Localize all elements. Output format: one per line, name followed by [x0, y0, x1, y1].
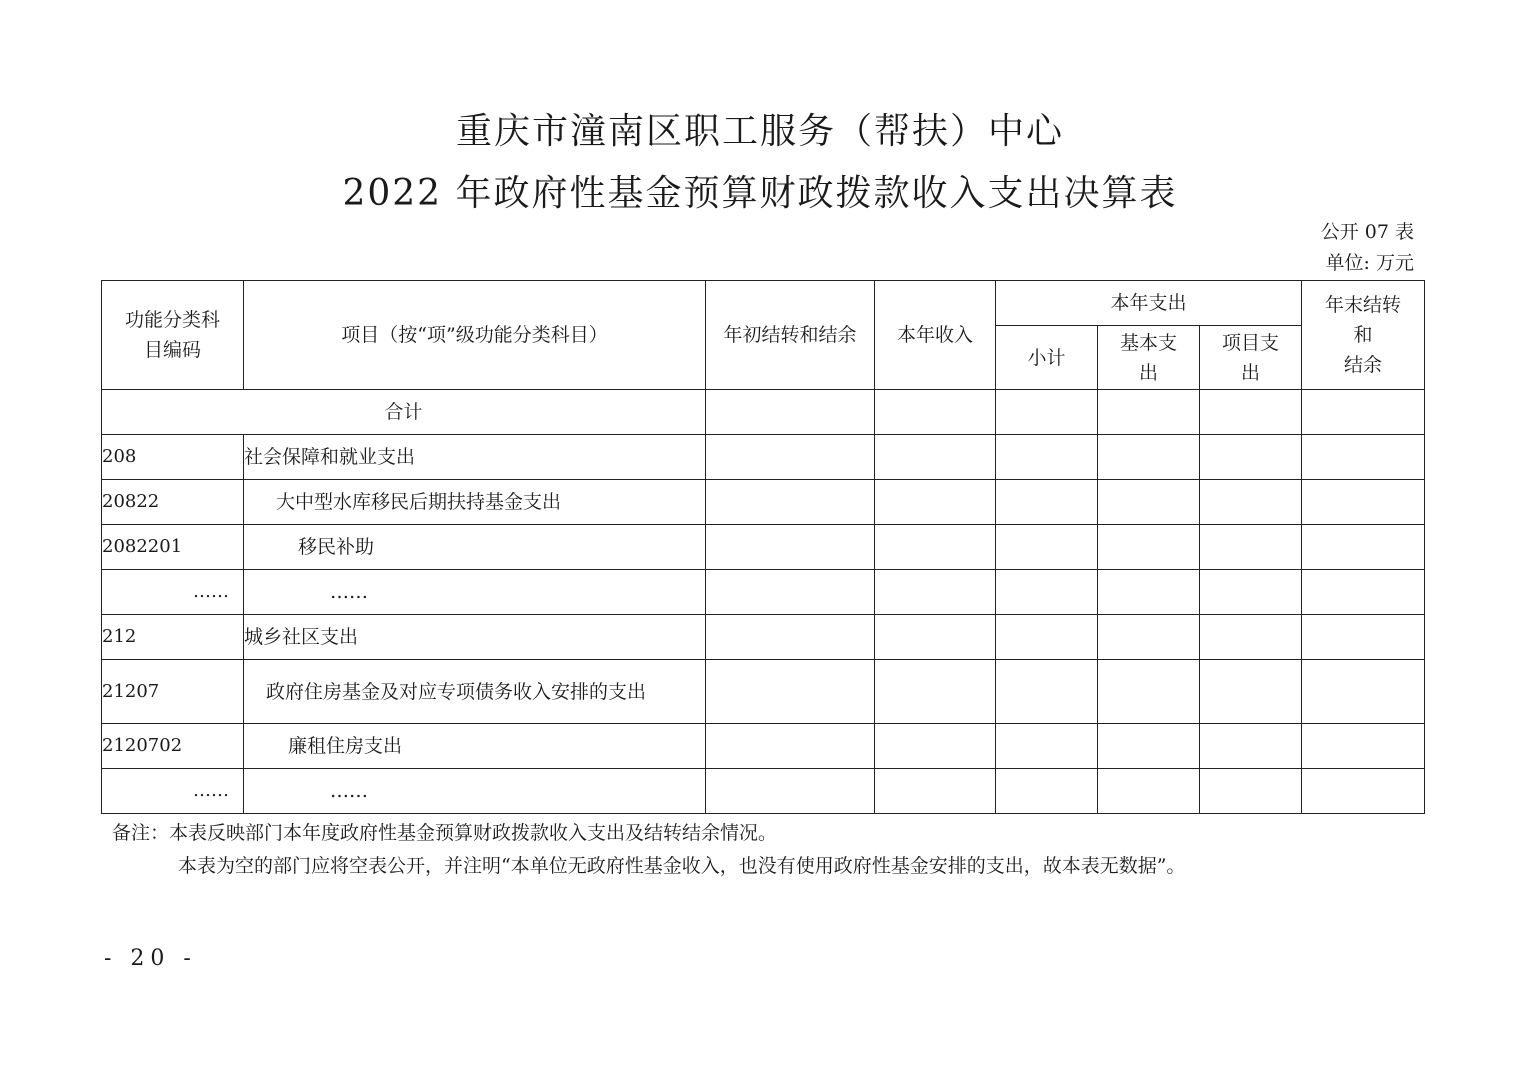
page-number: - 20 -: [104, 946, 197, 971]
cell-empty: [996, 435, 1098, 480]
row-name: 城乡社区支出: [244, 615, 706, 660]
cell-empty: [875, 480, 996, 525]
cell-empty: [706, 769, 875, 814]
cell-empty: [706, 724, 875, 769]
header-expenditure: 本年支出: [996, 281, 1302, 326]
cell-empty: [1098, 615, 1200, 660]
cell-empty: [1098, 390, 1200, 435]
row-code: 21207: [102, 660, 244, 724]
note-line-2: 本表为空的部门应将空表公开，并注明“本单位无政府性基金收入，也没有使用政府性基金安排的支出，故本表无数据”。: [178, 855, 1186, 877]
row-code: 208: [102, 435, 244, 480]
cell-empty: [875, 390, 996, 435]
cell-empty: [996, 390, 1098, 435]
cell-empty: [706, 570, 875, 615]
cell-empty: [1302, 724, 1425, 769]
cell-empty: [1200, 769, 1302, 814]
note-line-1: 备注：本表反映部门本年度政府性基金预算财政拨款收入支出及结转结余情况。: [112, 822, 778, 844]
cell-empty: [875, 769, 996, 814]
table-row: [102, 480, 1425, 525]
row-name: 政府住房基金及对应专项债务收入安排的支出: [244, 660, 706, 724]
cell-empty: [706, 480, 875, 525]
cell-empty: [1200, 724, 1302, 769]
document-subtitle: 2022 年政府性基金预算财政拨款收入支出决算表: [342, 173, 1178, 214]
document-title: 重庆市潼南区职工服务（帮扶）中心: [455, 111, 1064, 152]
cell-empty: [1098, 525, 1200, 570]
cell-empty: [1302, 615, 1425, 660]
cell-empty: [996, 615, 1098, 660]
header-project: 项目支出: [1200, 326, 1302, 390]
table-row: [102, 570, 1425, 615]
header-closing-balance: [1302, 281, 1425, 390]
header-income: 本年收入: [875, 281, 996, 390]
row-code: 2120702: [102, 724, 244, 769]
header-basic: 基本支出: [1098, 326, 1200, 390]
row-name: 廉租住房支出: [244, 724, 706, 769]
cell-empty: [1302, 390, 1425, 435]
header-subtotal: 小计: [996, 326, 1098, 390]
cell-empty: [1098, 480, 1200, 525]
cell-empty: [1302, 480, 1425, 525]
table-row: [102, 525, 1425, 570]
row-name: ……: [244, 769, 706, 814]
cell-empty: [1200, 480, 1302, 525]
cell-empty: [875, 570, 996, 615]
row-code: 20822: [102, 480, 244, 525]
cell-empty: [1302, 570, 1425, 615]
total-label: 合计: [102, 390, 706, 435]
table-row: [102, 724, 1425, 769]
row-name: 大中型水库移民后期扶持基金支出: [244, 480, 706, 525]
cell-empty: [996, 769, 1098, 814]
table-row: [102, 435, 1425, 480]
cell-empty: [875, 435, 996, 480]
cell-empty: [706, 390, 875, 435]
cell-empty: [706, 660, 875, 724]
cell-empty: [1200, 570, 1302, 615]
header-opening-balance: 年初结转和结余: [706, 281, 875, 390]
cell-empty: [1200, 660, 1302, 724]
cell-empty: [1200, 525, 1302, 570]
cell-empty: [1302, 660, 1425, 724]
cell-empty: [1098, 724, 1200, 769]
cell-empty: [706, 435, 875, 480]
cell-empty: [1302, 769, 1425, 814]
cell-empty: [706, 615, 875, 660]
cell-empty: [1200, 615, 1302, 660]
cell-empty: [875, 615, 996, 660]
table-row: [102, 769, 1425, 814]
cell-empty: [1200, 390, 1302, 435]
row-code: ……: [102, 769, 244, 814]
cell-empty: [996, 525, 1098, 570]
table-row: [102, 615, 1425, 660]
header-code: 功能分类科目编码: [102, 281, 244, 390]
cell-empty: [706, 525, 875, 570]
cell-empty: [1098, 660, 1200, 724]
cell-empty: [1302, 435, 1425, 480]
header-closing-balance-line2: 结余: [1343, 354, 1382, 376]
table-id-label: 公开 07 表: [1320, 221, 1414, 243]
row-code: ……: [102, 570, 244, 615]
row-name: 社会保障和就业支出: [244, 435, 706, 480]
cell-empty: [996, 570, 1098, 615]
fund-table: [101, 280, 1425, 814]
cell-empty: [875, 660, 996, 724]
row-code: 2082201: [102, 525, 244, 570]
cell-empty: [875, 525, 996, 570]
row-name: 移民补助: [244, 525, 706, 570]
header-closing-balance-line1: 年末结转和: [1324, 294, 1401, 346]
cell-empty: [1098, 769, 1200, 814]
row-code: 212: [102, 615, 244, 660]
cell-empty: [1302, 525, 1425, 570]
cell-empty: [875, 724, 996, 769]
cell-empty: [996, 660, 1098, 724]
table-row-total: [102, 390, 1425, 435]
header-item: 项目（按“项”级功能分类科目）: [244, 281, 706, 390]
unit-label: 单位: 万元: [1325, 252, 1414, 274]
cell-empty: [1200, 435, 1302, 480]
table-row: [102, 660, 1425, 724]
cell-empty: [996, 724, 1098, 769]
cell-empty: [1098, 570, 1200, 615]
row-name: ……: [244, 570, 706, 615]
cell-empty: [1098, 435, 1200, 480]
cell-empty: [996, 480, 1098, 525]
